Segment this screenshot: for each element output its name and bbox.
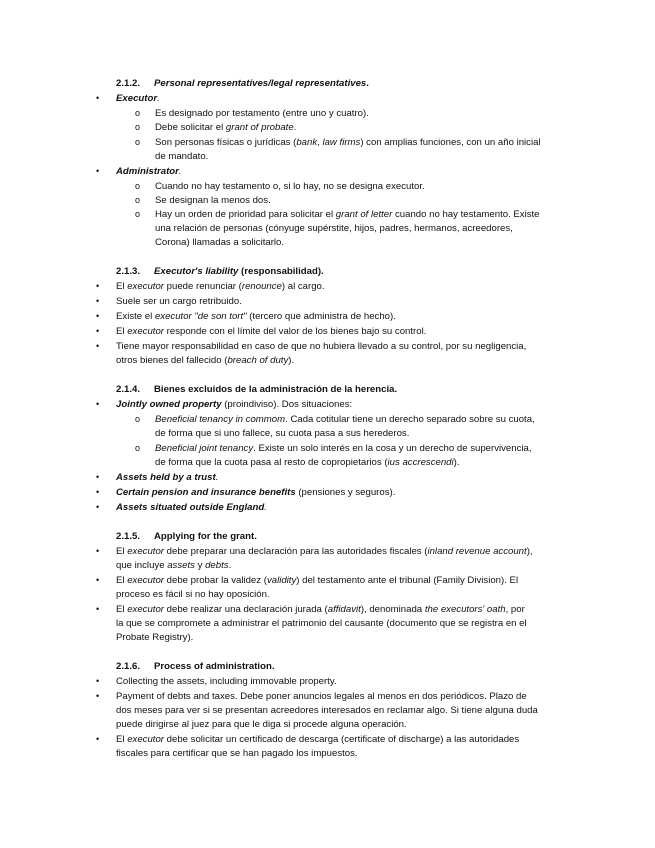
circle-bullet-icon: o xyxy=(135,443,141,453)
list-item-continuation: proceso es fácil si no hay oposición. xyxy=(116,589,270,600)
bullet-icon: • xyxy=(96,166,100,176)
list-item: Administrator. xyxy=(116,166,182,177)
list-item: Tiene mayor responsabilidad en caso de que no hubiera llevado a su control, por su negligencia, xyxy=(116,341,527,352)
list-item: Beneficial tenancy in commom. Cada cotitular tiene un derecho separado sobre su cuota, xyxy=(155,414,535,425)
list-item-continuation: otros bienes del fallecido (breach of duty). xyxy=(116,355,295,366)
list-item-continuation: una relación de personas (cónyuge supérstite, hijos, padres, hermanos, acreedores, xyxy=(155,223,513,234)
bullet-icon: • xyxy=(96,281,100,291)
bullet-icon: • xyxy=(96,734,100,744)
list-item-continuation: Probate Registry). xyxy=(116,632,194,643)
heading-2-1-6: 2.1.6. Process of administration. xyxy=(116,661,275,672)
circle-bullet-icon: o xyxy=(135,209,141,219)
list-item: El executor debe preparar una declaración para las autoridades fiscales (inland revenue account), xyxy=(116,546,533,557)
list-item-continuation: dos meses para ver si se presentan acreedores interesados en reclamar algo. Si tiene alguna duda xyxy=(116,705,538,716)
list-item: Es designado por testamento (entre uno y cuatro). xyxy=(155,108,369,119)
list-item: El executor debe realizar una declaración jurada (affidavit), denominada the executors' oath, por xyxy=(116,604,525,615)
heading-2-1-3: 2.1.3. Executor's liability (responsabilidad). xyxy=(116,266,324,277)
list-item: El executor debe probar la validez (validity) del testamento ante el tribunal (Family Division). El xyxy=(116,575,519,586)
list-item: Certain pension and insurance benefits (pensiones y seguros). xyxy=(116,487,396,498)
bullet-icon: • xyxy=(96,399,100,409)
bullet-icon: • xyxy=(96,296,100,306)
list-item: El executor puede renunciar (renounce) al cargo. xyxy=(116,281,325,292)
bullet-icon: • xyxy=(96,93,100,103)
list-item: Jointly owned property (proindiviso). Dos situaciones: xyxy=(116,399,353,410)
list-item: Assets held by a trust. xyxy=(116,472,219,483)
list-item: El executor responde con el límite del valor de los bienes bajo su control. xyxy=(116,326,427,337)
list-item-continuation: de forma que si uno fallece, su cuota pasa a sus herederos. xyxy=(155,428,410,439)
circle-bullet-icon: o xyxy=(135,195,141,205)
list-item-continuation: puede dirigirse al juez para que le diga si procede alguna operación. xyxy=(116,719,407,730)
bullet-icon: • xyxy=(96,676,100,686)
circle-bullet-icon: o xyxy=(135,122,141,132)
bullet-icon: • xyxy=(96,546,100,556)
list-item: Existe el executor "de son tort" (tercero que administra de hecho). xyxy=(116,311,396,322)
bullet-icon: • xyxy=(96,691,100,701)
list-item: Suele ser un cargo retribuido. xyxy=(116,296,242,307)
list-item-continuation: de mandato. xyxy=(155,151,209,162)
list-item: Beneficial joint tenancy. Existe un solo interés en la cosa y un derecho de supervivencia, xyxy=(155,443,532,454)
list-item: Payment of debts and taxes. Debe poner anuncios legales al menos en dos periódicos. Plazo de xyxy=(116,691,527,702)
heading-2-1-4: 2.1.4. Bienes excluidos de la administración de la herencia. xyxy=(116,384,398,395)
circle-bullet-icon: o xyxy=(135,181,141,191)
list-item: Executor. xyxy=(116,93,160,104)
circle-bullet-icon: o xyxy=(135,137,141,147)
bullet-icon: • xyxy=(96,487,100,497)
list-item: Assets situated outside England. xyxy=(116,502,267,513)
list-item-continuation: la que se compromete a administrar el patrimonio del causante (documento que se registra en el xyxy=(116,618,527,629)
list-item: El executor debe solicitar un certificado de descarga (certificate of discharge) a las autoridades xyxy=(116,734,520,745)
bullet-icon: • xyxy=(96,575,100,585)
bullet-icon: • xyxy=(96,341,100,351)
heading-2-1-2: 2.1.2. Personal representatives/legal representatives. xyxy=(116,78,369,89)
list-item-continuation: de forma que la cuota pasa al resto de copropietarios (ius accrescendi). xyxy=(155,457,460,468)
bullet-icon: • xyxy=(96,502,100,512)
list-item-continuation: fiscales para certificar que se han pagado los impuestos. xyxy=(116,748,358,759)
heading-2-1-5: 2.1.5. Applying for the grant. xyxy=(116,531,257,542)
list-item: Hay un orden de prioridad para solicitar el grant of letter cuando no hay testamento. Existe xyxy=(155,209,540,220)
bullet-icon: • xyxy=(96,311,100,321)
circle-bullet-icon: o xyxy=(135,108,141,118)
bullet-icon: • xyxy=(96,326,100,336)
list-item: Se designan la menos dos. xyxy=(155,195,271,206)
list-item-continuation: Corona) llamadas a solicitarlo. xyxy=(155,237,285,248)
bullet-icon: • xyxy=(96,472,100,482)
list-item: Collecting the assets, including immovable property. xyxy=(116,676,337,687)
bullet-icon: • xyxy=(96,604,100,614)
list-item: Debe solicitar el grant of probate. xyxy=(155,122,297,133)
list-item-continuation: que incluye assets y debts. xyxy=(116,560,232,571)
list-item: Son personas físicas o jurídicas (bank, law firms) con amplias funciones, con un año inicial xyxy=(155,137,541,148)
circle-bullet-icon: o xyxy=(135,414,141,424)
list-item: Cuando no hay testamento o, si lo hay, no se designa executor. xyxy=(155,181,425,192)
